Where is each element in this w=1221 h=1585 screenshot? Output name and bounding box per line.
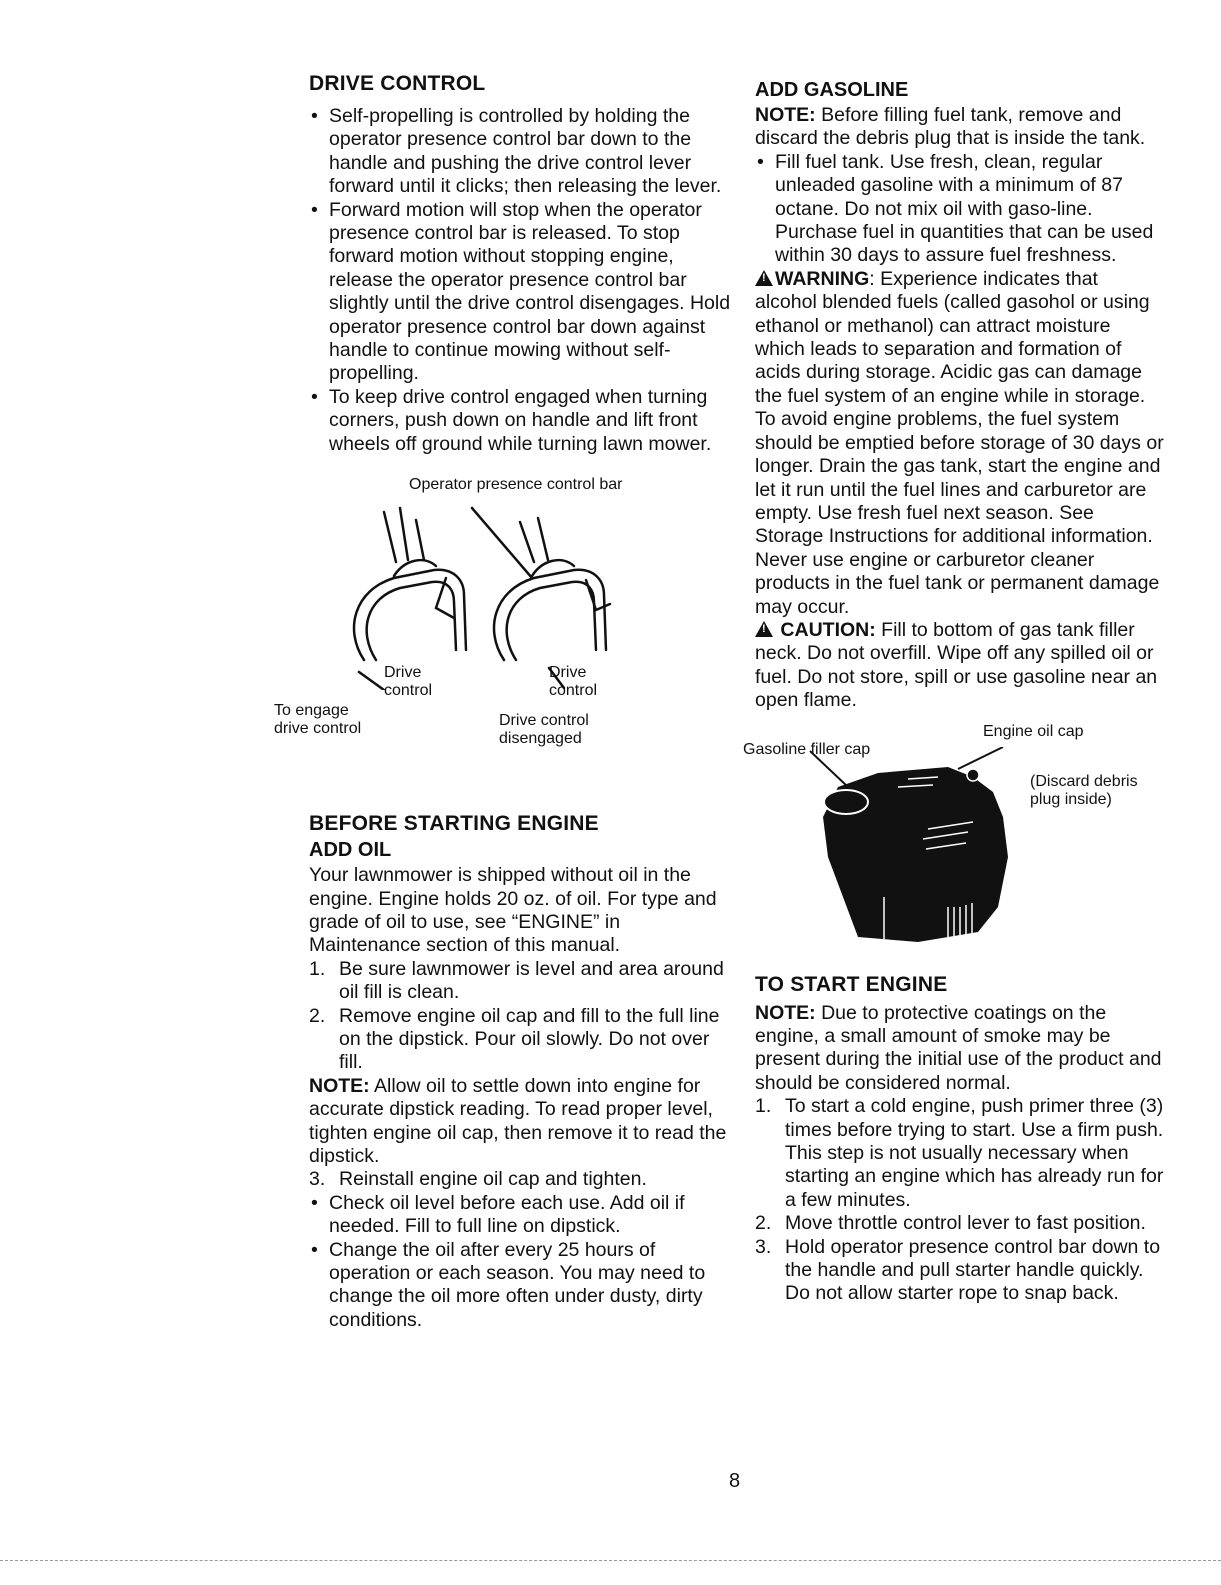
add-oil-intro: Your lawnmower is shipped without oil in the engine. Engine holds 20 oz. of oil. For type and grade of oil to use, see “ENGINE” in Maintenance section of this manual. [309,864,717,957]
caption-text: To engage drive control [274,702,362,738]
left-column [274,72,734,1332]
step-number: 3. [755,1235,772,1258]
to-start-heading: TO START ENGINE [755,972,948,996]
step-number: 1. [309,957,326,980]
warning-label: WARNING [775,267,870,290]
step-number: 3. [309,1168,326,1191]
caption-to-engage [274,702,384,738]
caption-text: Drive control disengaged [499,712,589,748]
list-item [755,1236,1165,1306]
caution-icon [755,621,773,637]
list-item [755,1095,1165,1212]
note-text: Allow oil to settle down into engine for accurate dipstick reading. To read proper level, tighten engine oil cap, then remove it to read the dipstick. [309,1074,727,1167]
drive-control-figure [274,476,734,766]
caption-disengaged [499,712,629,748]
add-oil-bullets [309,1192,734,1332]
note-label: NOTE: [309,1074,370,1097]
list-item [309,1168,734,1191]
drive-control-heading: DRIVE CONTROL [309,72,486,95]
warning-paragraph [755,268,1165,619]
caption-drive-control-left [384,664,464,700]
list-item: • To keep drive control engaged when turning corners, push down on handle and lift front wheels off ground while turning lawn mower. [309,386,734,456]
caption-text: (Discard debris plug inside) [1030,772,1138,808]
caption-text: Drive control [384,664,433,700]
right-column [743,72,1165,1306]
page-bottom-rule [0,1560,1221,1561]
warning-icon [755,270,773,286]
add-oil-heading: ADD OIL [309,839,392,862]
list-item: • Change the oil after every 25 hours of operation or each season. You may need to change the oil more often under dusty, dirty conditions. [309,1239,734,1333]
add-gasoline-heading: ADD GASOLINE [755,79,909,101]
engine-illustration [798,747,1028,967]
list-item [309,958,734,1005]
note-text: Due to protective coatings on the engine, a small amount of smoke may be present during the initial use of the product and should be considered normal. [755,1001,1162,1094]
caption-filler-cap: Gasoline filler cap [743,740,871,758]
add-gasoline-note [755,104,1165,151]
caption-discard-plug [1030,773,1140,809]
step-text: Be sure lawnmower is level and area around oil fill is clean. [339,957,724,1004]
list-item [755,1212,1165,1235]
add-oil-steps-cont [309,1168,734,1191]
caution-text: Fill to bottom of gas tank filler neck. Do not overfill. Wipe off any spilled oil or fuel. Do not store, spill or use gasoline near an open flame. [755,618,1158,712]
note-label: NOTE: [755,104,816,126]
caution-label: CAUTION: [780,618,876,641]
caption-drive-control-right [549,664,629,700]
add-gasoline-bullets [755,151,1165,268]
step-text: Reinstall engine oil cap and tighten. [339,1168,647,1191]
caption-text: Drive control [549,664,598,700]
mower-handle-illustration [324,500,684,690]
step-text: Move throttle control lever to fast position. [785,1212,1146,1235]
before-starting-heading: BEFORE STARTING ENGINE [309,812,599,836]
page-number: 8 [729,1470,741,1492]
caption-oil-cap: Engine oil cap [983,722,1084,740]
step-text: Hold operator presence control bar down to the handle and pull starter handle quickly. Do not allow starter rope to snap back. [785,1235,1161,1305]
to-start-note [755,1002,1165,1096]
list-item: • Fill fuel tank. Use fresh, clean, regular unleaded gasoline with a minimum of 87 octane. Do not mix oil with gaso-line. Purchase fuel in quantities that can be used within 30 days to assure fuel freshness. [755,151,1165,268]
caution-paragraph [755,619,1165,713]
step-number: 2. [755,1212,772,1235]
drive-control-list [309,105,734,456]
step-number: 2. [309,1004,326,1027]
engine-figure [743,723,1163,961]
list-item: • Check oil level before each use. Add oil if needed. Fill to full line on dipstick. [309,1192,734,1239]
note-label: NOTE: [755,1001,816,1024]
step-text: Remove engine oil cap and fill to the full line on the dipstick. Pour oil slowly. Do not over fill. [339,1004,720,1074]
to-start-steps [755,1095,1165,1306]
step-text: To start a cold engine, push primer three (3) times before trying to start. Use a firm push. This step is not usually necessary when starting an engine which has already run for a few minutes. [785,1095,1164,1211]
list-item [309,1005,734,1075]
add-oil-note [309,1075,734,1169]
step-number: 1. [755,1095,772,1118]
note-text: Before filling fuel tank, remove and discard the debris plug that is inside the tank. [755,104,1146,150]
warning-text: : Experience indicates that alcohol blended fuels (called gasohol or using ethanol or methanol) can attract moisture which leads to separation and formation of acids during storage. Acidic gas can damage the fuel system of an engine while in storage. To avoid engine problems, the fuel system should be emptied before storage of 30 days or longer. Drain the gas tank, start the engine and let it run until the fuel lines and carburetor are empty. Use fresh fuel next season. See Storage Instructions for additional information. Never use engine or carburetor cleaner products in the fuel tank or permanent damage may occur. [755,267,1164,618]
add-oil-steps [309,958,734,1075]
list-item: • Forward motion will stop when the operator presence control bar is released. To stop forward motion without stopping engine, release the operator presence control bar slightly until the drive control disengages. Hold operator presence control bar down against handle to continue mowing without self-propelling. [309,199,734,386]
list-item: • Self-propelling is controlled by holding the operator presence control bar down to the handle and pushing the drive control lever forward until it clicks; then releasing the lever. [309,105,734,199]
caption-operator-bar: Operator presence control bar [409,476,623,494]
